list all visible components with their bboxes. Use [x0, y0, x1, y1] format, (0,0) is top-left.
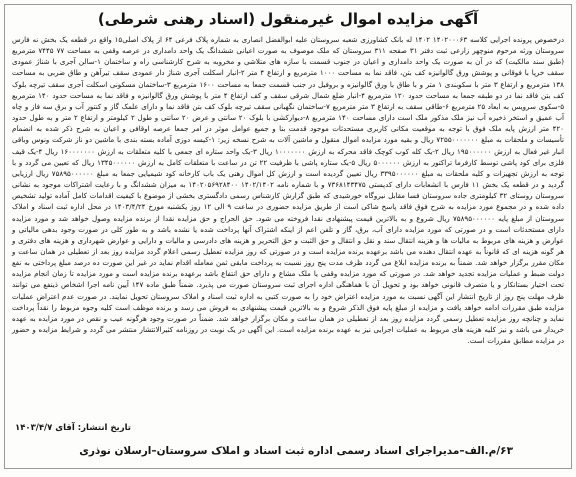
notice-title: آگهی مزایده اموال غیرمنقول (اسناد رهنی شرطی): [97, 10, 479, 28]
notice-body-text: درخصوص پرونده اجرایی کلاسه ۱۴۰۲۰۰۰۶۳ ۱۴۰۲ له بانک کشاورزی شعبه سروستان علیه ابوالفضل انصاری به شماره پلاک فرعی ۶۴ از پلاک اصلی۱۵ واقع در قطعه یک بخش نه فارس سروستان ورثه مرحوم منوچهر زارعی ثبت دفتر ۳۱ صفحه ۳۱۱ سروستان که ملک موصوف به صورت اعیانی ششدانگ یک واحد دامداری در عرصه وقفی به مساحت ۷۷ ۷۴۴۵ مترمربع (طبق سند مالکیت) که در آن به صورت یک واحد دامداری و اعیان در جنوب قسمت با سازه های متلاشی و مخروبه به شرح کارشناسی راه و ساختمان ۱-سالن آجری با شناژ عمودی سقف خرپا با فوقانی و پوشش ورق گالوانیزه کف بتن، فاقد نما به مساحت ۱۰۰۰ مترمربع و ارتفاع ۴ متر ۲-انبار اسکلت آجری شناژ دار عمودی سقف تیرآهن و طاق ضربی به مساحت ۱۳۸ مترمربع و ارتفاع ۳ متر با سکوبندی ۱ متر و با طاق با ورق گالوانیزه و بروفیل در جنب قسمت جمعا به مساحت ۱۶۰۰ مترمربع ۳-ساختمان مسکونی اسکلت آجری سقف تیرچه بلوک کف بتن فاقد نما در دو طبقه جمعا به مساحت حدود ۱۲۰ مترمربع ۴-انبار ضلع شمال شرقی سقف و کف ارتفاع ۴ متر با پوشش ورق گالوانیزه و فاقد نما به مساحت حدود ۱۴۰ مترمربع ۵-سکوی سرویس به ابعاد ۲۵ مترمربع ۶-طاقی سقف به ارتفاع ۳ متر مترمربع ۷-ساختمان نگهبانی سقف تیرچه بلوک کف بتن فاقد نما و دارای علمک گاز و کنتور آب و برق سه فاز و چاه آب عمیق و استخر ذخیره آب نیز ملک مذکور ملک است دارای مساحت ۱۴۰ مترمربع ۸-دیوارکشی با بلوک ۲۰ سانتی و عرض ۲۰ سانتی و طول ۲ کیلومتر و ارتفاع ۲ متر و به طول حدود ۴۲۰ متر ارزش پایه ملک فوق با توجه به موقعیت مکانی کاربری مستحدثات موجود قدمت بنا و جمیع عوامل موثر در امر جمعا عرصه اوقافی و اعیان به شرح ذکر شده به انضمام تأسیسات و ملحقات به مبلغ ۷۲۵۵۰۰۰۰۰۰۰ ریال و بقیه مورد مزایده اموال منقول و ماشین آلات به شرح نسخه زیر: ۱-کیسه دوزی آماده بسته بندی با ماشین دو ناز شرکت ونوس وباقی انبار غیر فعال به ارزش ۱۹۵۰۰۰۰۰۰ ریال ۲-یک کله کوب کوچک فاقد محرکه به ارزش ۱۰۰۰۰۰۰۰ ریال ۳-یک واحد ستاره ای جمعی با کلیه متعلقات به ارزش ۱۶۰۰۰۰۰۰۰ ریال ۴-یک قیف فلزی برای کود پاشی توسط کارفرما تراکتور به ارزش ۵۰۰۰۰۰۰ ریال ۵-یک ستاره پاشی با ظرفیت ۲۲ تن در ساعت با متعلقات کامل به ارزش ۱۳۴۵۰۰۰۰۰۰ ریال که تعیین می گردد و با توجه به ارزش تجهیزات و کلیه ملحقات به مبلغ ۳۳۹۵۰۰۰۰۰۰ ریال تعیین گردیده است و ارزش کل اموال رهنی یک باب کارخانه کود شیمیایی جمعا به مبلغ ۷۵۸۹۵۰۰۰۰۰۰ ریال ارزیابی گردید و در قطعه یک بخش ۱۱ فارس با انشعابات دارای کدپستی ۷۳۶۸۱۴۳۴۷۵ و با شماره نامه ۱۴۰۲/۱۴۰۲ ۱۴۰۲۰۵۶۹۲۸۴۰۰ به میزان ششدانگ و با رعایت اشتراکات موجود به نشانی سروستان روستای ۳۲ کیلومتری جاده سروستان فسا مقابل نیروگاه خورشیدی که طبق گزارش کارشناس رسمی دادگستری بخشی از موضوع با کیفیت اقدامات کامل آماده تولید تشخیص داده شده و در مجموع مورد مزایده به شرح فوق فاقد پاسخ شاکی است از طریق مزایده حضوری در ساعت ۹ الی ۱۲ روز یکشنبه مورخ ۱۴۰۳/۴/۲۴ در محل اداره ثبت اسناد و املاک سروستان از مبلغ پایه ۷۵۸۹۵۰۰۰۰۰۰ ریال شروع و به بالاترین قیمت پیشنهادی نقدا فروخته می شود. حق الحراج و حق مزایده نقدا از برنده مزایده وصول خواهد شد و مورد مزایده دارای مستحدثات است و در صورتی که مورد مزایده دارای آب، برق، گاز و تلفن اعم از اینکه اشتراک آنها پرداخت شده یا نشده باشد و به طور کلی در صورت وجود بدهی مالیاتی و عوارض و هزینه های مربوط به مالیات ها و هزینه انتقال سند و نقل و انتقال و حق الثبت و حق التحریر و هزینه های دادرسی و مالیات و دارایی و عوارض شهرداری و هزینه های دفتری و هر گونه هزینه ای که قانوناً به عهده انتقال دهنده می باشد برعهده برنده مزایده است و در صورتی که روز مزایده تعطیل رسمی اعلام گردد مزایده روز بعد از تعطیلی در همان ساعت و مکان مقرر برگزار خواهد شد. ضمناً به برنده مزایده ابلاغ می گردد ظرف مدت پنج روز نسبت به پرداخت مابقی ثمن معامله اقدام نماید در غیر این صورت ده درصد مبلغ پرداختی به نفع دولت ضبط و عملیات مزایده تجدید خواهد شد. در صورتی که مورد مزایده وقفی یا ملک مشاع و دارای حق انتفاع باشد برعهده برنده مزایده است و مورد مزایده تا زمان انجام مزایده تحت اختیار بستانکار و یا متصرف قانونی خواهد بود و تحویل آن با هماهنگی اداره اجرای ثبت سروستان صورت می پذیرد. ضمناً طبق ماده ۱۴۷ آیین نامه اجرا اشخاص ذینفع می توانند ظرف مهلت پنج روز از تاریخ انتشار این آگهی نسبت به مورد مزایده اعتراض خود را به صورت کتبی به اداره ثبت اسناد و املاک سروستان تحویل نمایند. در صورت عدم اعتراض عملیات مزایده طبق مقررات ادامه خواهد یافت و مزایده از مبلغ پایه فوق الذکر شروع و به بالاترین قیمت پیشنهادی به فروش می رسد و برنده موظف است کلیه وجوه مربوط را نقداً پرداخت نماید و چنانچه روز مزایده تعطیل رسمی گردد مزایده روز بعد از تعطیلی در همان ساعت و مکان برگزار خواهد شد. ضمناً در صورت وجود هرگونه عیب و نقص در مورد مزایده به عهده خریدار می باشد و نیز کلیه هزینه های مربوط به عملیات اجرایی نیز به عهده برنده مزایده است. این آگهی در یک نوبت در روزنامه کثیرالانتشار منتشر می گردد و شرایط مزایده و حضور در مزایده مطابق مقررات است.: [12, 35, 565, 346]
publication-date: تاریخ انتشار: آقای ۱۴۰۳/۴/۷: [15, 423, 131, 433]
notice-signature: ۶۳/م.الف–مدیراجرای اسناد رسمی اداره ثبت اسناد و املاک سروستان–ارسلان نوذری: [79, 445, 513, 457]
auction-notice: [4, 4, 572, 469]
